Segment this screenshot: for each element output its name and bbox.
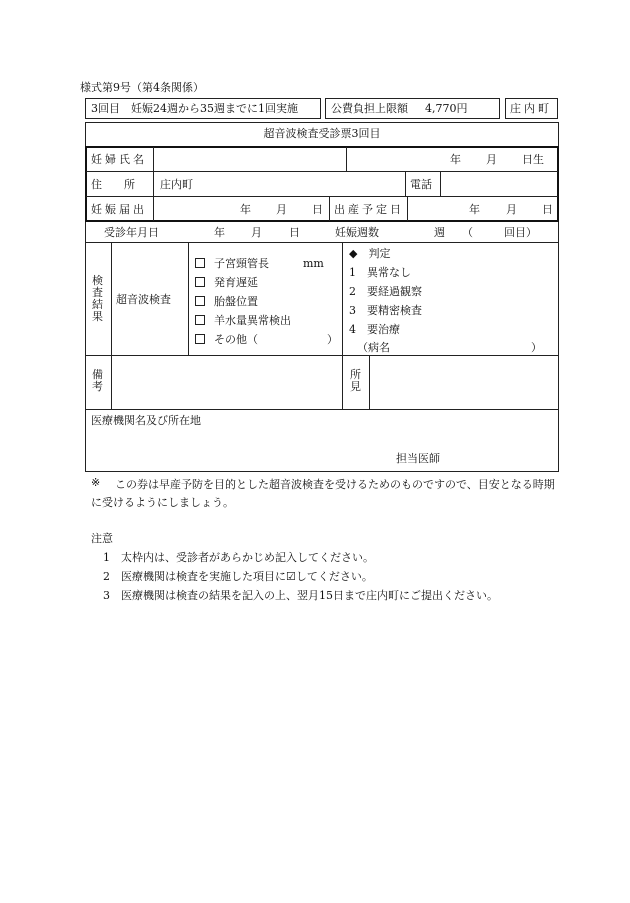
dob-month: 月 xyxy=(486,153,497,166)
note-item: 2 医療機関は検査を実施した項目に☑してください。 xyxy=(103,570,373,583)
town-name: 庄内町 xyxy=(510,102,552,115)
exam-item[interactable]: 発育遅延 xyxy=(195,276,258,289)
judgment-title: ◆ 判定 xyxy=(349,247,391,260)
doctor-label: 担当医師 xyxy=(396,452,440,465)
remarks-field[interactable] xyxy=(116,360,336,404)
note-item: 3 医療機関は検査の結果を記入の上、翌月15日まで庄内町にご提出ください。 xyxy=(103,589,498,602)
findings-field[interactable] xyxy=(374,360,552,404)
judgment-item[interactable]: 3 要精密検査 xyxy=(349,304,422,317)
footnote: この券は早産予防を目的とした超音波検査を受けるためのものですので、目安となる時期に受けるようにしましょう。 xyxy=(91,478,555,509)
remarks-label: 備考 xyxy=(92,368,103,393)
note-item: 1 太枠内は、受診者があらかじめ記入してください。 xyxy=(103,551,374,564)
exam-item[interactable]: 胎盤位置 xyxy=(195,295,258,308)
checkbox[interactable] xyxy=(195,258,205,268)
weeks-unit: 週 xyxy=(434,226,445,239)
form-id: 様式第9号（第4条関係） xyxy=(80,81,204,94)
dob-day: 日生 xyxy=(522,153,544,166)
notes-title: 注意 xyxy=(91,532,113,545)
name-field[interactable] xyxy=(160,153,340,166)
address-value[interactable]: 庄内町 xyxy=(160,178,193,191)
disease-close: ） xyxy=(531,341,542,354)
institution-label: 医療機関名及び所在地 xyxy=(91,414,201,427)
limit-label: 公費負担上限額 xyxy=(331,102,408,115)
judgment-item[interactable]: 2 要経過観察 xyxy=(349,285,422,298)
visit-date-label: 受診年月日 xyxy=(104,226,159,239)
notice-month: 月 xyxy=(276,203,287,216)
weeks-label: 妊娠週数 xyxy=(335,226,379,239)
visit-info: 3回目 妊娠24週から35週までに1回実施 xyxy=(91,102,298,115)
due-year: 年 xyxy=(469,203,480,216)
due-day: 日 xyxy=(542,203,553,216)
checkbox[interactable] xyxy=(195,277,205,287)
count-open: （ xyxy=(462,226,473,239)
phone-label: 電話 xyxy=(410,178,432,191)
other-close: ） xyxy=(327,333,338,346)
exam-type: 超音波検査 xyxy=(116,293,171,306)
name-label: 妊婦氏名 xyxy=(91,153,147,166)
exam-item[interactable]: 子宮頸管長 xyxy=(195,257,269,270)
footnote-mark: ※ xyxy=(91,476,101,489)
cervix-unit: mm xyxy=(303,257,324,270)
dob-year: 年 xyxy=(450,153,461,166)
disease-open: （病名 xyxy=(357,341,390,354)
notice-day: 日 xyxy=(312,203,323,216)
count-close: 回目） xyxy=(504,226,537,239)
exam-section-label: 検査結果 xyxy=(92,274,103,323)
checkbox[interactable] xyxy=(195,315,205,325)
exam-item[interactable]: その他（ xyxy=(195,333,258,346)
visit-month: 月 xyxy=(251,226,262,239)
visit-year: 年 xyxy=(214,226,225,239)
phone-field[interactable] xyxy=(446,178,552,191)
limit-amount: 4,770円 xyxy=(425,102,468,115)
notice-label: 妊娠届出 xyxy=(91,203,147,216)
form-title: 超音波検査受診票3回目 xyxy=(263,127,381,140)
due-label: 出産予定日 xyxy=(334,203,404,216)
checkbox[interactable] xyxy=(195,296,205,306)
due-month: 月 xyxy=(506,203,517,216)
checkbox[interactable] xyxy=(195,334,205,344)
address-label: 住 所 xyxy=(91,178,135,191)
judgment-item[interactable]: 4 要治療 xyxy=(349,323,400,336)
findings-label: 所見 xyxy=(350,368,361,393)
judgment-item[interactable]: 1 異常なし xyxy=(349,266,411,279)
exam-item[interactable]: 羊水量異常検出 xyxy=(195,314,291,327)
visit-day: 日 xyxy=(289,226,300,239)
notice-year: 年 xyxy=(240,203,251,216)
